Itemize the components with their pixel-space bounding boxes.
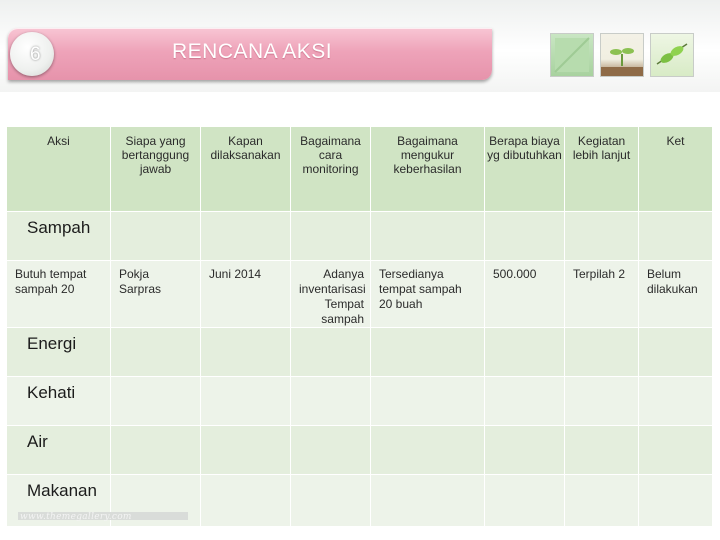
table-row: [7, 377, 713, 426]
section-label-kehati: Kehati: [27, 383, 76, 402]
column-header-biaya: Berapa biaya yg dibutuhkan: [485, 127, 565, 212]
column-header-penanggung-jawab: Siapa yang bertanggung jawab: [111, 127, 201, 212]
column-header-ket: Ket: [639, 127, 713, 212]
section-label-energi: Energi: [27, 334, 77, 353]
table-row: [7, 212, 713, 261]
cell-biaya: 500.000: [493, 267, 537, 281]
cell-aksi: Butuh tempat sampah 20: [15, 267, 87, 296]
column-header-waktu: Kapan dilaksanakan: [201, 127, 291, 212]
watermark: www.themegallery.com: [20, 512, 132, 522]
cell-penanggung-jawab: Pokja Sarpras: [119, 267, 162, 296]
cell-waktu: Juni 2014: [209, 267, 262, 281]
slide-number: 6: [30, 44, 41, 65]
column-header-keberhasilan: Bagaimana mengukur keberhasilan: [371, 127, 485, 212]
slide-title: RENCANA AKSI: [172, 40, 333, 63]
column-header-monitoring: Bagaimana cara monitoring: [291, 127, 371, 212]
table-row: [7, 261, 713, 328]
section-label-air: Air: [27, 432, 48, 451]
section-label-makanan: Makanan: [27, 481, 97, 500]
table-header-row: [7, 127, 713, 212]
cell-kegiatan-lanjut: Terpilah 2: [573, 267, 626, 281]
cell-ket: Belum dilakukan: [647, 267, 698, 296]
green-leaf-icon: [550, 33, 594, 77]
action-plan-table: [6, 126, 713, 527]
column-header-aksi: Aksi: [7, 127, 111, 212]
table-row: [7, 426, 713, 475]
column-header-kegiatan-lanjut: Kegiatan lebih lanjut: [565, 127, 639, 212]
section-label-sampah: Sampah: [27, 218, 91, 237]
cell-keberhasilan: Tersedianya tempat sampah 20 buah: [379, 267, 462, 311]
branch-leaves-icon: [650, 33, 694, 77]
table-row: [7, 328, 713, 377]
seedling-icon: [600, 33, 644, 77]
cell-monitoring: Adanya inventarisasi Tempat sampah: [299, 267, 366, 326]
